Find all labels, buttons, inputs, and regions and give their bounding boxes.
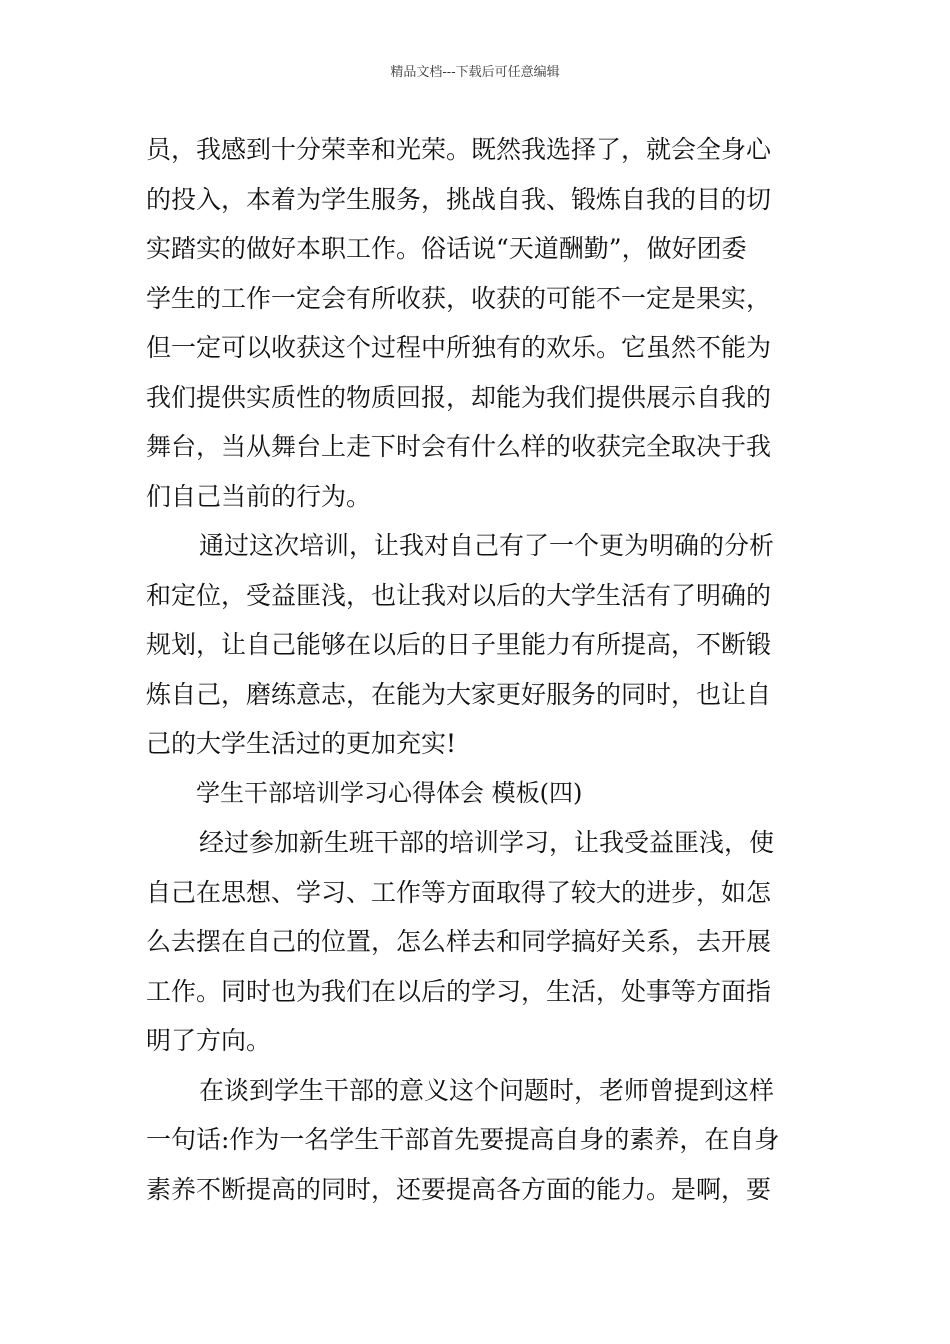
paragraph-start-line: 经过参加新生班干部的培训学习，让我受益匪浅，使 [199, 828, 775, 857]
text-line: 我们提供实质性的物质回报，却能为我们提供展示自我的 [146, 382, 772, 412]
text-line: 一句话:作为一名学生干部首先要提高自身的素养，在自身 [146, 1125, 780, 1154]
text-line: 员，我感到十分荣幸和光荣。既然我选择了，就会全身心 [146, 135, 772, 164]
paragraph-start-line: 通过这次培训，让我对自己有了一个更为明确的分析 [199, 531, 775, 560]
text-line: 己的大学生活过的更加充实! [146, 729, 457, 758]
text-line: 素养不断提高的同时，还要提高各方面的能力。是啊，要 [146, 1174, 772, 1204]
text-line: 炼自己，磨练意志，在能为大家更好服务的同时，也让自 [146, 679, 772, 709]
page-header: 精品文档---下载后可任意编辑 [390, 65, 560, 80]
text-line: 工作。同时也为我们在以后的学习，生活，处事等方面指 [146, 976, 772, 1006]
text-line: 明了方向。 [146, 1026, 272, 1055]
text-line: 自己在思想、学习、工作等方面取得了较大的进步，如怎 [146, 877, 772, 907]
text-line: 但一定可以收获这个过程中所独有的欢乐。它虽然不能为 [146, 333, 772, 362]
text-line: 舞台，当从舞台上走下时会有什么样的收获完全取决于我 [146, 432, 772, 461]
text-line: 么去摆在自己的位置，怎么样去和同学搞好关系，去开展 [146, 927, 772, 956]
section-heading: 学生干部培训学习心得体会 模板(四) [196, 778, 583, 807]
paragraph-start-line: 在谈到学生干部的意义这个问题时，老师曾提到这样 [199, 1075, 775, 1105]
text-line: 规划，让自己能够在以后的日子里能力有所提高，不断锻 [146, 630, 772, 659]
document-body [146, 125, 806, 1214]
text-line: 实踏实的做好本职工作。俗话说“天道酬勤”，做好团委 [146, 234, 747, 263]
text-line: 和定位，受益匪浅，也让我对以后的大学生活有了明确的 [146, 580, 772, 610]
text-line: 们自己当前的行为。 [146, 481, 372, 511]
text-line: 学生的工作一定会有所收获，收获的可能不一定是果实， [146, 283, 772, 313]
text-line: 的投入，本着为学生服务，挑战自我、锻炼自我的目的切 [146, 184, 772, 214]
